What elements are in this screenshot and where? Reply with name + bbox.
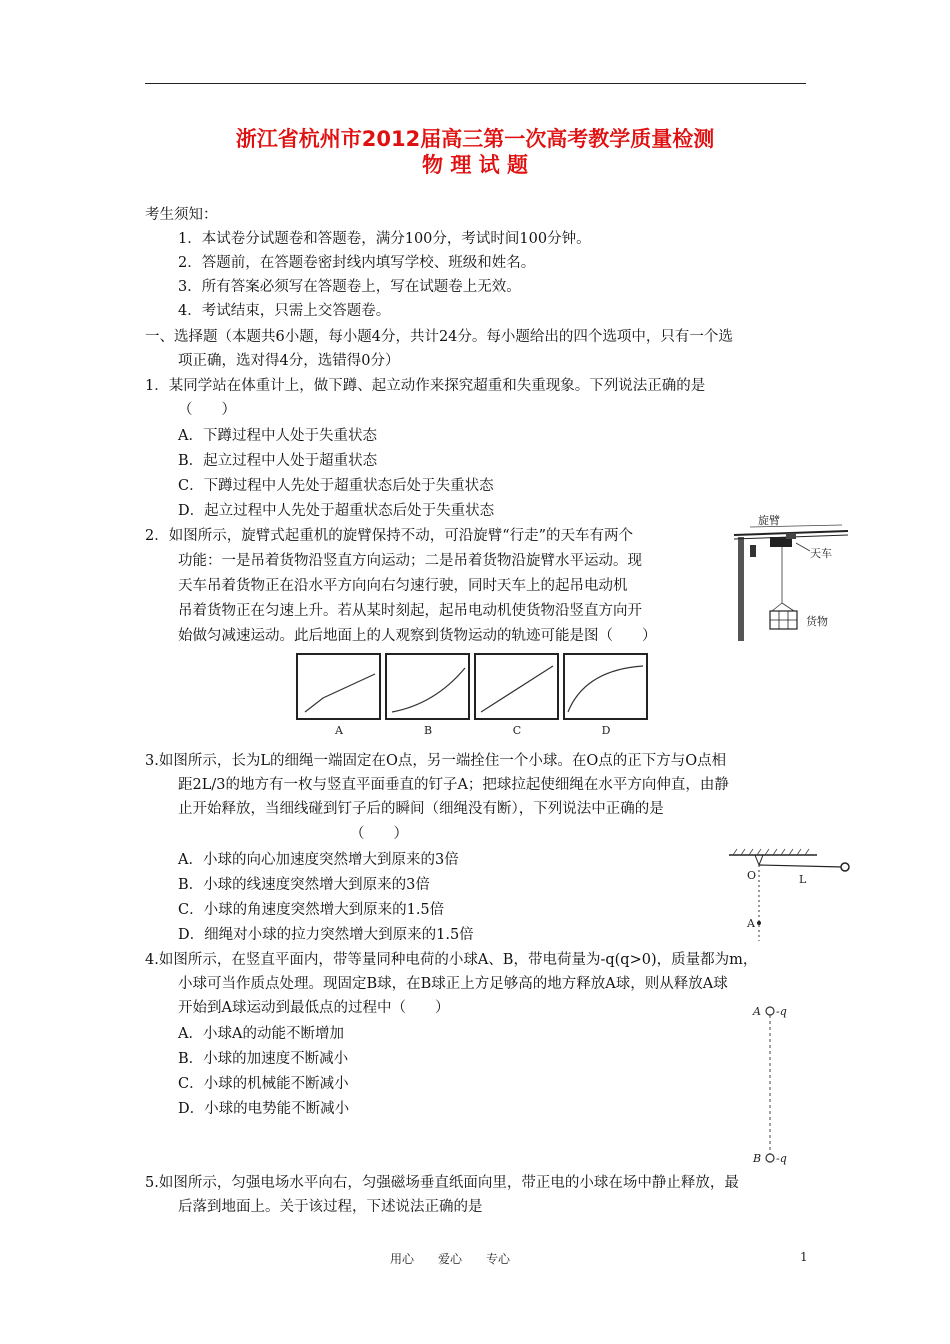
trolley-label: 天车 [810,547,832,560]
notice-item: 3．所有答案必须写在答题卷上，写在试题卷上无效。 [178,279,521,295]
question-3-stem: 止开始释放，当细线碰到钉子后的瞬间（细绳没有断），下列说法中正确的是 [178,801,664,817]
crane-figure [730,515,855,645]
choice-d-label: D [601,724,611,737]
question-4-stem: 开始到A球运动到最低点的过程中（ ） [178,1000,450,1016]
notice-item: 1．本试卷分试题卷和答题卷，满分100分，考试时间100分钟。 [178,231,591,247]
notice-item: 4．考试结束，只需上交答题卷。 [178,303,391,319]
string [759,865,843,867]
notice-item: 2．答题前，在答题卷密封线内填写学校、班级和姓名。 [178,255,536,271]
length-l-label: L [799,873,807,886]
section-heading-cont: 项正确，选对得4分，选错得0分） [178,353,400,369]
nail-a [757,921,761,925]
charges-figure [745,1000,805,1170]
ball-a [766,1007,774,1015]
ball-b [766,1154,774,1162]
point-o-label: O [747,869,757,882]
question-3-stem: 距2L/3的地方有一枚与竖直平面垂直的钉子A；把球拉起使细绳在水平方向伸直，由静 [178,777,729,793]
question-3-blank: （ ） [350,826,408,842]
question-2-stem: 功能：一是吊着货物沿竖直方向运动；二是吊着货物沿旋臂水平运动。现 [178,553,642,569]
page-number: 1 [800,1250,808,1264]
question-4-option-a: A．小球A的动能不断增加 [178,1026,344,1042]
question-1-option-b: B．起立过程中人处于超重状态 [178,453,378,469]
crane-mast [738,537,744,641]
question-1-option-a: A．下蹲过程中人处于失重状态 [178,428,377,444]
choice-a-label: A [335,724,343,737]
question-2-stem: 始做匀减速运动。此后地面上的人观察到货物运动的轨迹可能是图（ ） [178,628,657,644]
ball-b-label: B [753,1152,762,1165]
choice-b-graph [386,654,469,719]
ball-a-charge: -q [776,1005,787,1018]
choice-c-label: C [512,724,522,737]
header-rule [145,83,806,84]
question-3-option-b: B．小球的线速度突然增大到原来的3倍 [178,877,430,893]
question-4-option-b: B．小球的加速度不断减小 [178,1051,349,1067]
page-subtitle: 物 理 试 题 [422,153,528,177]
question-2-stem: 天车吊着货物正在沿水平方向向右匀速行驶，同时天车上的起吊电动机 [178,578,628,594]
choice-d-graph [564,654,647,719]
question-3-stem: 3.如图所示，长为L的细绳一端固定在O点，另一端拴住一个小球。在O点的正下方与O点相 [145,753,727,769]
trajectory-choices [295,650,650,740]
pendulum-figure [725,845,855,945]
question-5-stem: 后落到地面上。关于该过程，下述说法正确的是 [178,1199,483,1215]
question-1-blank: （ ） [178,402,236,418]
choice-b-label: B [423,724,433,737]
ball-b-charge: -q [776,1152,787,1165]
question-3-option-a: A．小球的向心加速度突然增大到原来的3倍 [178,852,459,868]
question-1-option-c: C．下蹲过程中人先处于超重状态后处于失重状态 [178,478,494,494]
notice-heading: 考生须知： [145,207,218,223]
arm-label: 旋臂 [758,514,780,527]
question-4-option-c: C．小球的机械能不断减小 [178,1076,349,1092]
question-2-stem: 吊着货物正在匀速上升。若从某时刻起，起吊电动机使货物沿竖直方向开 [178,603,642,619]
question-5-stem: 5.如图所示，匀强电场水平向右，匀强磁场垂直纸面向里，带正电的小球在场中静止释放，最 [145,1175,739,1191]
question-1-option-d: D．起立过程中人先处于超重状态后处于失重状态 [178,503,495,519]
question-1-stem: 1．某同学站在体重计上，做下蹲、起立动作来探究超重和失重现象。下列说法正确的是 [145,378,706,394]
question-4-stem: 小球可当作质点处理。现固定B球，在B球正上方足够高的地方释放A球，则从释放A球 [178,976,728,992]
question-2-stem: 2．如图所示，旋臂式起重机的旋臂保持不动，可沿旋臂“行走”的天车有两个 [145,528,634,544]
choice-a-graph [297,654,380,719]
question-3-option-c: C．小球的角速度突然增大到原来的1.5倍 [178,902,445,918]
question-3-option-d: D．细绳对小球的拉力突然增大到原来的1.5倍 [178,927,474,943]
question-4-option-d: D．小球的电势能不断减小 [178,1101,350,1117]
question-4-stem: 4.如图所示，在竖直平面内，带等量同种电荷的小球A、B，带电荷量为-q(q>0)，质量都为m， [145,952,758,968]
footer-motto: 用心 爱心 专心 [390,1252,511,1266]
section-heading: 一、选择题（本题共6小题，每小题4分，共计24分。每小题给出的四个选项中，只有一个选 [145,329,733,345]
point-a-label: A [747,917,755,930]
cargo-label: 货物 [806,615,828,628]
choice-c-graph [475,654,558,719]
page-title: 浙江省杭州市2012届高三第一次高考教学质量检测 [235,127,715,151]
ball [841,863,849,871]
ball-a-label: A [753,1005,761,1018]
